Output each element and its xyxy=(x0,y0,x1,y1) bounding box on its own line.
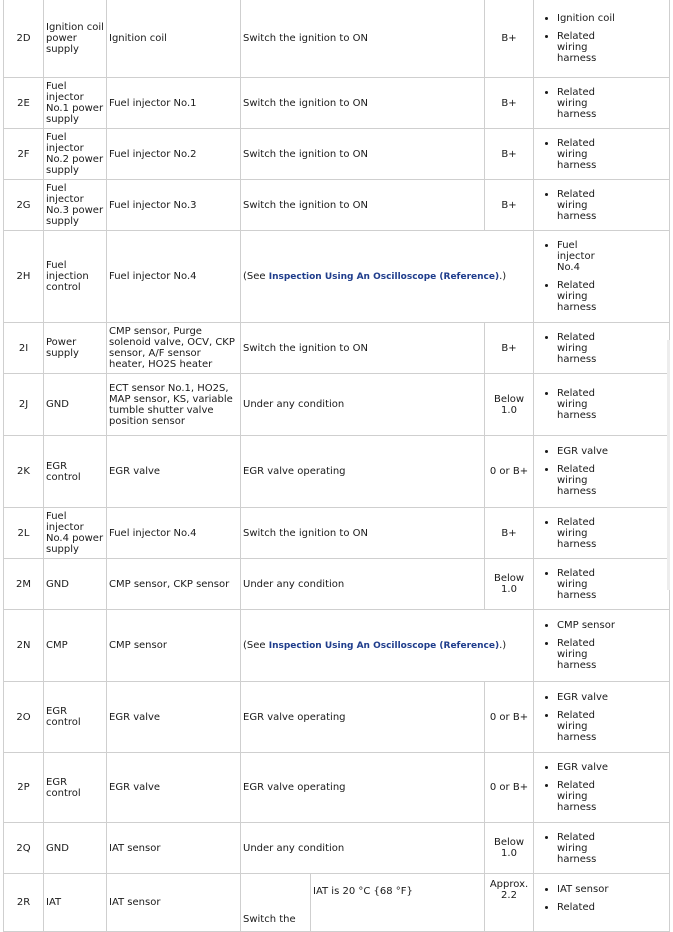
table-row xyxy=(4,508,670,559)
table-row xyxy=(4,874,670,932)
cause-list xyxy=(536,240,667,313)
condition-cell: EGR valve operating xyxy=(241,753,485,823)
cause-item: • Related wiring harness xyxy=(557,517,599,550)
connected-to-cell: EGR valve xyxy=(107,436,241,508)
specification-cell: Below 1.0 xyxy=(485,559,534,610)
terminal-cell: 2L xyxy=(4,508,44,559)
see-suffix: .) xyxy=(499,639,507,651)
signal-cell: GND xyxy=(44,559,107,610)
connected-to-cell: Ignition coil xyxy=(107,0,241,78)
see-suffix: .) xyxy=(499,270,507,282)
signal-cell: Ignition coil power supply xyxy=(44,0,107,78)
specification-cell: Below 1.0 xyxy=(485,823,534,874)
table-row xyxy=(4,823,670,874)
signal-cell: CMP xyxy=(44,610,107,682)
cause-list xyxy=(536,832,667,865)
condition-cell: Switch the ignition to ON xyxy=(241,129,485,180)
cause-item: • Related wiring harness xyxy=(557,638,599,671)
oscilloscope-inspection-link[interactable]: Inspection Using An Oscilloscope (Reference) xyxy=(268,271,500,282)
connected-to-cell: EGR valve xyxy=(107,682,241,753)
table-row xyxy=(4,682,670,753)
specification-cell: B+ xyxy=(485,129,534,180)
cause-list xyxy=(536,568,667,601)
condition-cell: Switch the ignition to ON xyxy=(241,323,485,374)
condition-cell: Under any condition xyxy=(241,823,485,874)
cause-item: • Related wiring harness xyxy=(557,832,599,865)
cause-list xyxy=(536,620,667,671)
possible-cause-cell xyxy=(534,231,670,323)
possible-cause-cell xyxy=(534,436,670,508)
condition-cell: Switch the ignition to ON xyxy=(241,78,485,129)
scrollbar[interactable] xyxy=(667,340,670,590)
specification-cell: B+ xyxy=(485,323,534,374)
see-reference-cell xyxy=(241,231,534,323)
condition-cell: Under any condition xyxy=(241,559,485,610)
signal-cell: GND xyxy=(44,374,107,436)
possible-cause-cell xyxy=(534,374,670,436)
signal-cell: IAT xyxy=(44,874,107,932)
cause-item: • Related wiring harness xyxy=(557,31,599,64)
condition-cell: Switch the ignition to ON xyxy=(241,0,485,78)
possible-cause-cell xyxy=(534,508,670,559)
possible-cause-cell xyxy=(534,180,670,231)
connected-to-cell: CMP sensor xyxy=(107,610,241,682)
condition-cell: EGR valve operating xyxy=(241,682,485,753)
terminal-cell: 2O xyxy=(4,682,44,753)
possible-cause-cell xyxy=(534,0,670,78)
condition-cell: Switch the xyxy=(241,874,311,932)
connected-to-cell: Fuel injector No.1 xyxy=(107,78,241,129)
possible-cause-cell xyxy=(534,874,670,932)
connected-to-cell: ECT sensor No.1, HO2S, MAP sensor, KS, variable tumble shutter valve position sensor xyxy=(107,374,241,436)
cause-list xyxy=(536,692,667,743)
table-row xyxy=(4,610,670,682)
table-row xyxy=(4,436,670,508)
connected-to-cell: EGR valve xyxy=(107,753,241,823)
cause-item: • Related xyxy=(557,902,599,913)
cause-list xyxy=(536,189,667,222)
sub-condition-cell: IAT is 20 °C {68 °F} xyxy=(311,874,485,932)
terminal-cell: 2J xyxy=(4,374,44,436)
cause-item: • EGR valve xyxy=(557,692,667,703)
signal-cell: EGR control xyxy=(44,753,107,823)
terminal-cell: 2F xyxy=(4,129,44,180)
cause-item: • Related wiring harness xyxy=(557,138,599,171)
signal-cell: Fuel injector No.4 power supply xyxy=(44,508,107,559)
see-prefix: (See xyxy=(243,270,269,282)
table-row xyxy=(4,180,670,231)
terminal-cell: 2E xyxy=(4,78,44,129)
cause-item: • EGR valve xyxy=(557,762,667,773)
terminal-cell: 2G xyxy=(4,180,44,231)
terminal-cell: 2I xyxy=(4,323,44,374)
table-row xyxy=(4,323,670,374)
connected-to-cell: CMP sensor, Purge solenoid valve, OCV, CKP sensor, A/F sensor heater, HO2S heater xyxy=(107,323,241,374)
cause-list xyxy=(536,87,667,120)
connected-to-cell: Fuel injector No.2 xyxy=(107,129,241,180)
cause-item: • Related wiring harness xyxy=(557,280,599,313)
possible-cause-cell xyxy=(534,323,670,374)
connected-to-cell: IAT sensor xyxy=(107,823,241,874)
specification-cell: Approx. 2.2 xyxy=(485,874,534,932)
terminal-cell: 2P xyxy=(4,753,44,823)
condition-cell: Switch the ignition to ON xyxy=(241,180,485,231)
cause-item: • Related wiring harness xyxy=(557,710,599,743)
table-row xyxy=(4,78,670,129)
cause-list xyxy=(536,13,667,64)
possible-cause-cell xyxy=(534,559,670,610)
cause-item: • Related wiring harness xyxy=(557,388,599,421)
signal-cell: Fuel injector No.3 power supply xyxy=(44,180,107,231)
signal-cell: Fuel injector No.1 power supply xyxy=(44,78,107,129)
condition-cell: Under any condition xyxy=(241,374,485,436)
cause-item: • EGR valve xyxy=(557,446,667,457)
cause-list xyxy=(536,332,667,365)
cause-item: • IAT sensor xyxy=(557,884,667,895)
specification-cell: 0 or B+ xyxy=(485,682,534,753)
cause-list xyxy=(536,138,667,171)
condition-cell: Switch the ignition to ON xyxy=(241,508,485,559)
terminal-cell: 2N xyxy=(4,610,44,682)
cause-item: • Fuel injector No.4 xyxy=(557,240,599,273)
table-row xyxy=(4,374,670,436)
specification-cell: Below 1.0 xyxy=(485,374,534,436)
terminal-cell: 2K xyxy=(4,436,44,508)
specification-cell: B+ xyxy=(485,0,534,78)
connected-to-cell: Fuel injector No.3 xyxy=(107,180,241,231)
possible-cause-cell xyxy=(534,682,670,753)
possible-cause-cell xyxy=(534,129,670,180)
specification-cell: B+ xyxy=(485,78,534,129)
possible-cause-cell xyxy=(534,610,670,682)
signal-cell: Power supply xyxy=(44,323,107,374)
signal-cell: Fuel injection control xyxy=(44,231,107,323)
terminal-cell: 2Q xyxy=(4,823,44,874)
specification-cell: 0 or B+ xyxy=(485,753,534,823)
table-row xyxy=(4,0,670,78)
specification-cell: B+ xyxy=(485,508,534,559)
cause-item: • Related wiring harness xyxy=(557,568,599,601)
see-prefix: (See xyxy=(243,639,269,651)
cause-list xyxy=(536,762,667,813)
signal-cell: Fuel injector No.2 power supply xyxy=(44,129,107,180)
table-row xyxy=(4,753,670,823)
condition-cell: EGR valve operating xyxy=(241,436,485,508)
connected-to-cell: Fuel injector No.4 xyxy=(107,508,241,559)
cause-list xyxy=(536,517,667,550)
cause-item: • Related wiring harness xyxy=(557,87,599,120)
connected-to-cell: CMP sensor, CKP sensor xyxy=(107,559,241,610)
see-reference-cell xyxy=(241,610,534,682)
cause-list xyxy=(536,884,667,913)
possible-cause-cell xyxy=(534,78,670,129)
terminal-cell: 2D xyxy=(4,0,44,78)
cause-item: • Related wiring harness xyxy=(557,189,599,222)
terminal-cell: 2M xyxy=(4,559,44,610)
table-row xyxy=(4,559,670,610)
cause-item: • Related wiring harness xyxy=(557,464,599,497)
table-row xyxy=(4,129,670,180)
signal-cell: EGR control xyxy=(44,682,107,753)
terminal-voltage-table xyxy=(3,0,670,932)
specification-cell: 0 or B+ xyxy=(485,436,534,508)
specification-cell: B+ xyxy=(485,180,534,231)
cause-item: • CMP sensor xyxy=(557,620,667,631)
cause-item: • Ignition coil xyxy=(557,13,667,24)
possible-cause-cell xyxy=(534,823,670,874)
signal-cell: EGR control xyxy=(44,436,107,508)
connected-to-cell: Fuel injector No.4 xyxy=(107,231,241,323)
oscilloscope-inspection-link[interactable]: Inspection Using An Oscilloscope (Reference) xyxy=(268,640,500,651)
cause-item: • Related wiring harness xyxy=(557,332,599,365)
terminal-cell: 2H xyxy=(4,231,44,323)
cause-item: • Related wiring harness xyxy=(557,780,599,813)
possible-cause-cell xyxy=(534,753,670,823)
signal-cell: GND xyxy=(44,823,107,874)
terminal-cell: 2R xyxy=(4,874,44,932)
cause-list xyxy=(536,388,667,421)
table-row xyxy=(4,231,670,323)
cause-list xyxy=(536,446,667,497)
connected-to-cell: IAT sensor xyxy=(107,874,241,932)
